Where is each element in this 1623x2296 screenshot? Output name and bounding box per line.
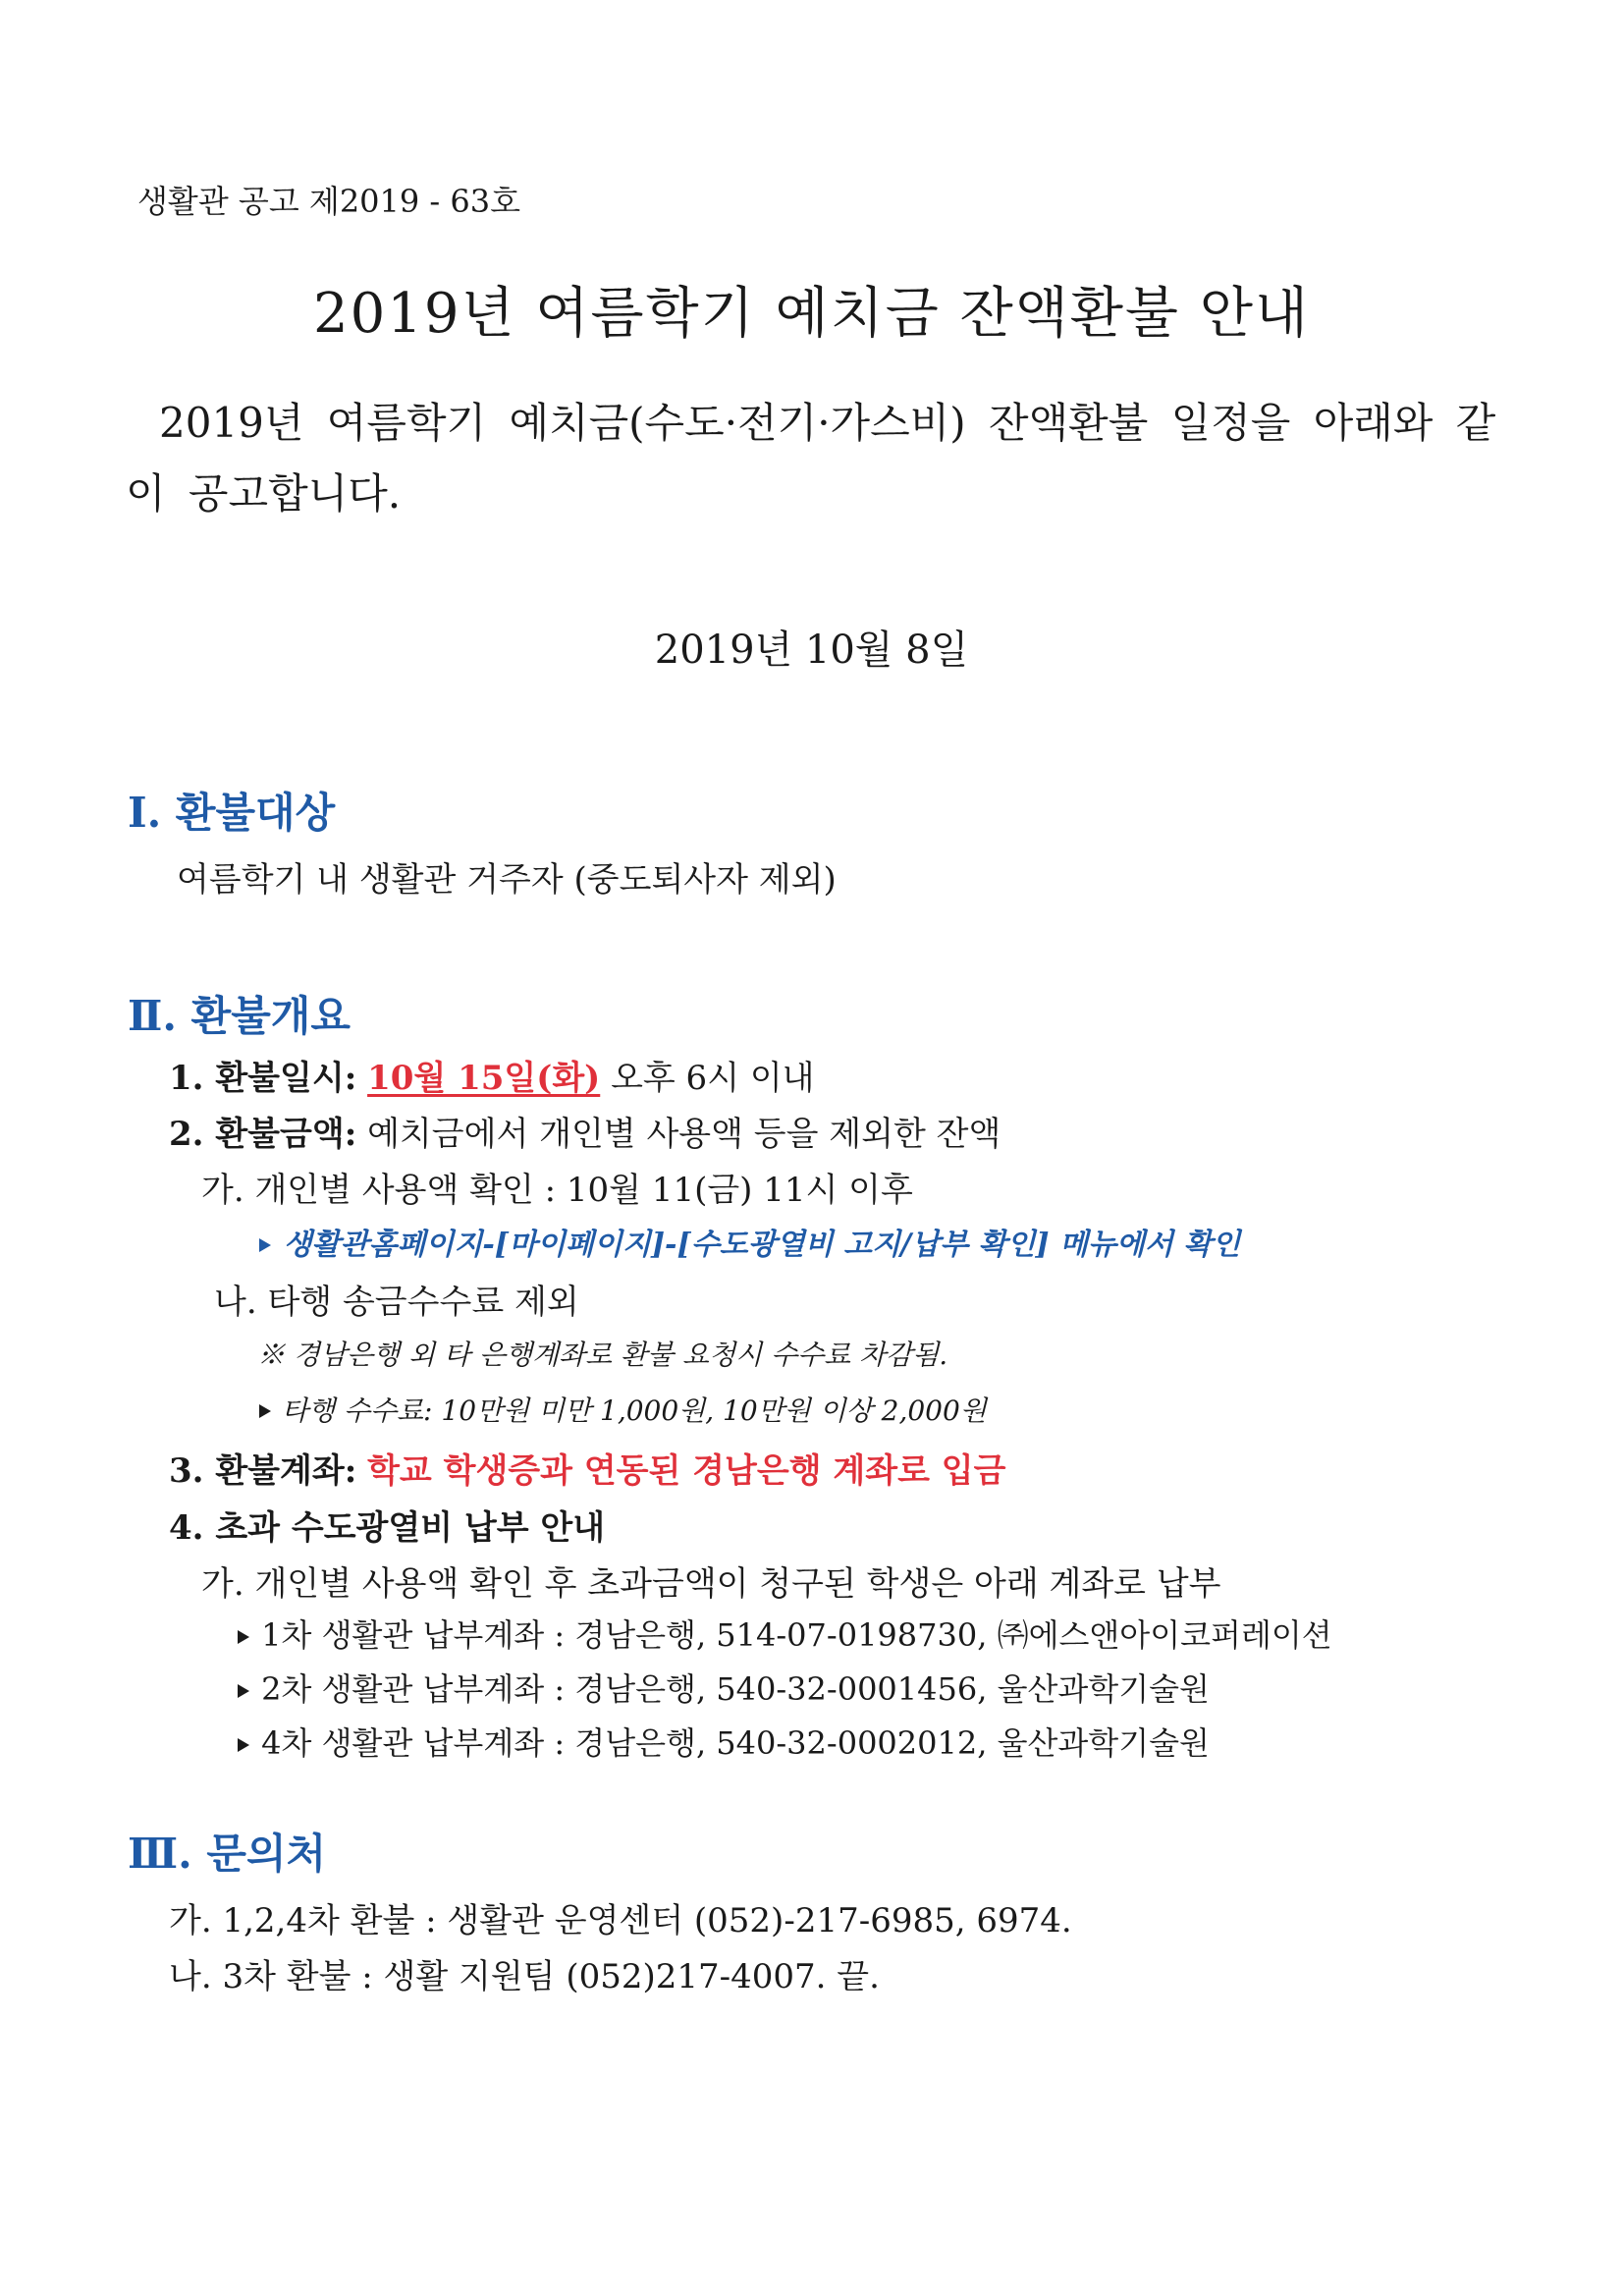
payment-account-text: 1차 생활관 납부계좌 : 경남은행, 514-07-0198730, ㈜에스앤아이코퍼레이션 [261, 1616, 1332, 1654]
section2-heading: Ⅱ. 환불개요 [128, 992, 351, 1040]
page-title: 2019년 여름학기 예치금 잔액환불 안내 [312, 282, 1311, 346]
section1-heading: Ⅰ. 환불대상 [128, 789, 336, 837]
refund-date-highlight: 10월 15일(화) [367, 1059, 601, 1098]
section3-heading: Ⅲ. 문의처 [128, 1830, 327, 1878]
refund-account-item [169, 1444, 1005, 1492]
payment-account-text: 2차 생활관 납부계좌 : 경남은행, 540-32-0001456, 울산과학기술원 [261, 1670, 1210, 1708]
refund-account-highlight: 학교 학생증과 연동된 경남은행 계좌로 입금 [367, 1451, 1006, 1491]
refund-date-item [169, 1051, 815, 1099]
usage-check-item: 가. 개인별 사용액 확인 : 10월 11(금) 11시 이후 [201, 1171, 913, 1210]
refund-amount-rest: 예치금에서 개인별 사용액 등을 제외한 잔액 [367, 1115, 1001, 1154]
fee-amount-note [257, 1390, 987, 1429]
usage-check-note [257, 1220, 1240, 1263]
refund-amount-label: 2. 환불금액: [169, 1115, 357, 1154]
refund-target: 여름학기 내 생활관 거주자 (중도퇴사자 제외) [177, 860, 837, 900]
refund-account-label: 3. 환불계좌: [169, 1451, 357, 1491]
notice-date: 2019년 10월 8일 [654, 628, 969, 673]
right-triangle-icon [236, 1682, 251, 1700]
notice-number: 생활관 공고 제2019 - 63호 [137, 183, 521, 220]
right-triangle-icon [257, 1236, 273, 1254]
right-triangle-icon [257, 1402, 273, 1420]
fee-amount-note-text: 타행 수수료: 10만원 미만 1,000원, 10만원 이상 2,000원 [281, 1394, 987, 1427]
right-triangle-icon [236, 1736, 251, 1754]
payment-account-row [236, 1665, 1210, 1710]
fee-deduction-note: ※ 경남은행 외 타 은행계좌로 환불 요청시 수수료 차감됨. [257, 1339, 948, 1371]
refund-amount-item [169, 1107, 1001, 1155]
payment-account-text: 4차 생활관 납부계좌 : 경남은행, 540-32-0002012, 울산과학기술원 [261, 1724, 1210, 1762]
contact-item: 가. 1,2,4차 환불 : 생활관 운영센터 (052)-217-6985, 6974. [169, 1901, 1072, 1941]
usage-check-note-text: 생활관홈페이지-[마이페이지]-[수도광열비 고지/납부 확인] 메뉴에서 확인 [283, 1228, 1241, 1262]
contact-item: 나. 3차 환불 : 생활 지원팀 (052)217-4007. 끝. [169, 1957, 880, 1996]
right-triangle-icon [236, 1628, 251, 1646]
refund-date-label: 1. 환불일시: [169, 1059, 357, 1098]
excess-payment-item: 4. 초과 수도광열비 납부 안내 [169, 1508, 606, 1548]
payment-account-row [236, 1719, 1210, 1764]
refund-date-rest: 오후 6시 이내 [611, 1059, 815, 1098]
payment-account-row [236, 1611, 1332, 1656]
fee-deduction-item: 나. 타행 송금수수료 제외 [214, 1283, 579, 1322]
intro-paragraph: 2019년 여름학기 예치금(수도·전기·가스비) 잔액환불 일정을 아래와 같이 공고합니다. [126, 399, 1496, 518]
excess-payment-subitem: 가. 개인별 사용액 확인 후 초과금액이 청구된 학생은 아래 계좌로 납부 [201, 1564, 1221, 1604]
